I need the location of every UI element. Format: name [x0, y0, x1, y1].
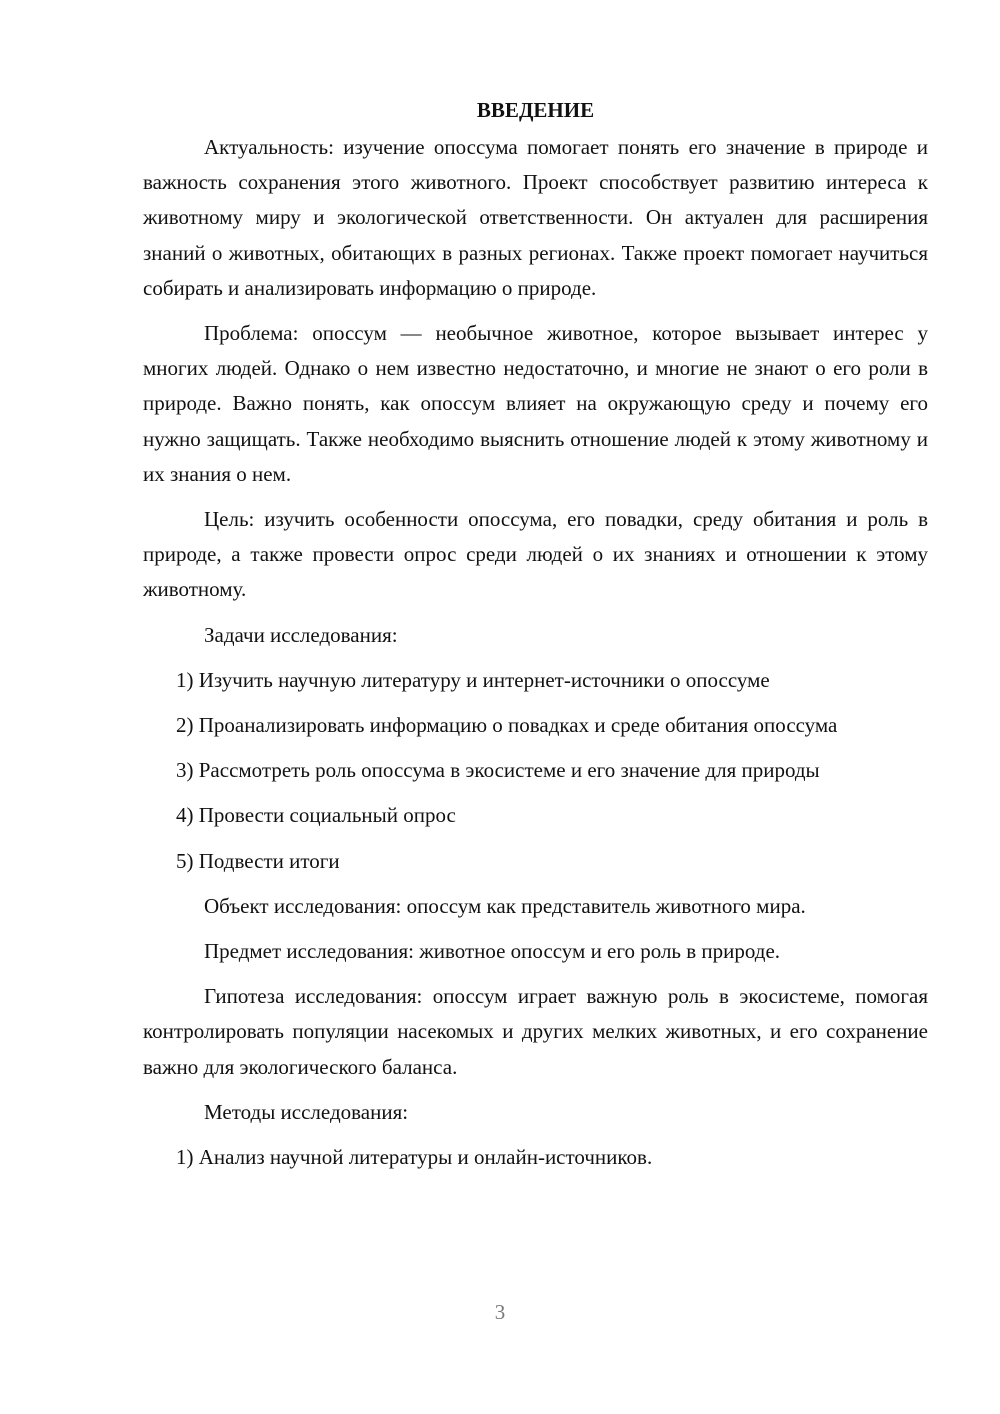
- object-paragraph: Объект исследования: опоссум как представитель животного мира.: [204, 893, 806, 918]
- problem-paragraph: Проблема: опоссум — необычное животное, которое вызывает интерес у многих людей. Однако о нем известно недостаточно, и многие не знают о его роли в природе. Важно понять, как опоссум влияет на окружающую среду и почему его нужно защищать. Также необходимо выяснить отношение людей к этому животному и их знания о нем.: [143, 321, 928, 486]
- task-item-2: 2) Проанализировать информацию о повадках и среде обитания опоссума: [176, 713, 838, 738]
- method-item-1: 1) Анализ научной литературы и онлайн-источников.: [176, 1145, 653, 1170]
- goal-paragraph: Цель: изучить особенности опоссума, его повадки, среду обитания и роль в природе, а также провести опрос среди людей о их знаниях и отношении к этому животному.: [143, 507, 928, 602]
- task-item-4: 4) Провести социальный опрос: [176, 803, 456, 828]
- task-item-1: 1) Изучить научную литературу и интернет-источники о опоссуме: [176, 667, 770, 692]
- subject-paragraph: Предмет исследования: животное опоссум и его роль в природе.: [204, 939, 781, 964]
- document-title: ВВЕДЕНИЕ: [476, 98, 595, 122]
- task-item-3: 3) Рассмотреть роль опоссума в экосистеме и его значение для природы: [176, 758, 820, 783]
- relevance-paragraph: Актуальность: изучение опоссума помогает понять его значение в природе и важность сохранения этого животного. Проект способствует развитию интереса к животному миру и экологической ответственности. Он актуален для расширения знаний о животных, обитающих в разных регионах. Также проект помогает научиться собирать и анализировать информацию о природе.: [143, 135, 928, 300]
- methods-heading: Методы исследования:: [204, 1099, 409, 1124]
- document-page: [143, 96, 928, 1175]
- task-item-5: 5) Подвести итоги: [176, 848, 340, 873]
- page-number: 3: [494, 1300, 506, 1324]
- tasks-heading: Задачи исследования:: [204, 622, 398, 647]
- hypothesis-paragraph: Гипотеза исследования: опоссум играет важную роль в экосистеме, помогая контролировать популяции насекомых и других мелких животных, и его сохранение важно для экологического баланса.: [143, 984, 928, 1079]
